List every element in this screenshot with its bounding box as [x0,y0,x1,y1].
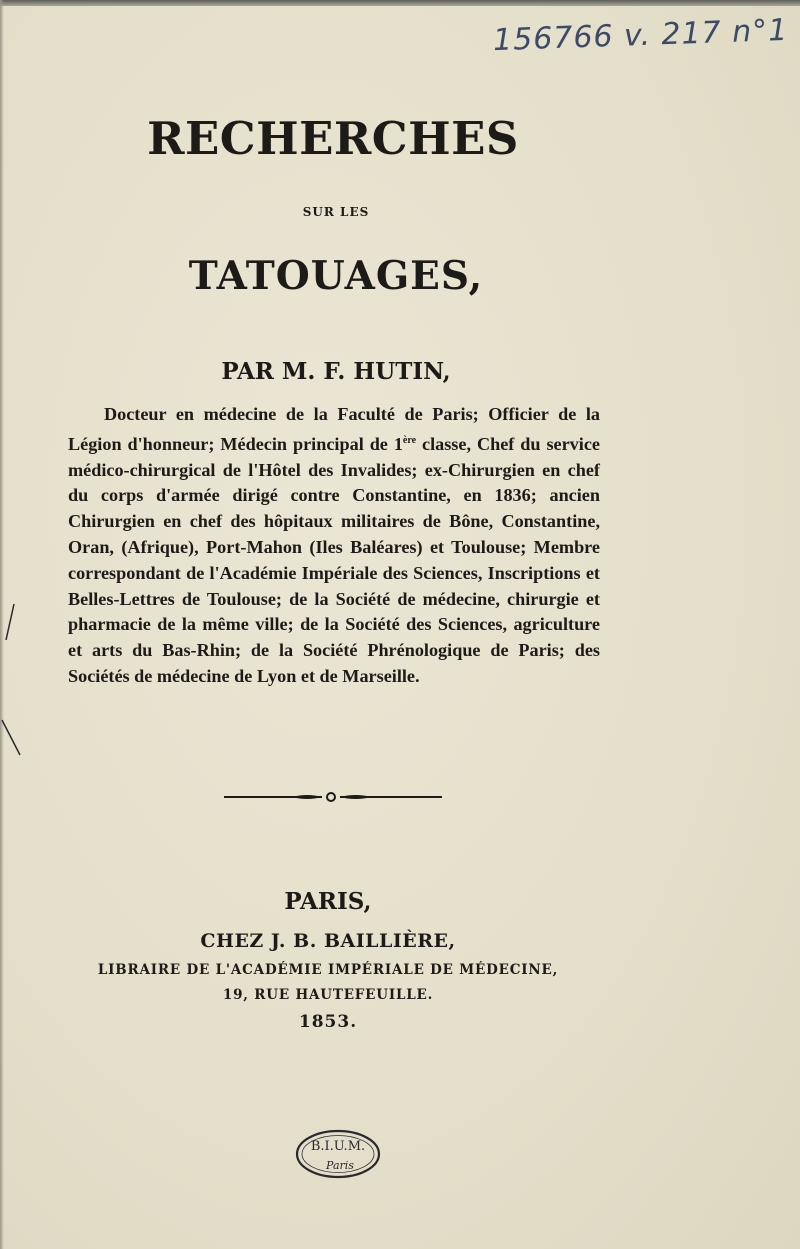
title-connector: SUR LES [302,205,370,219]
author-credentials [68,402,600,690]
shelfmark-annotation: 156766 v. 217 n°1 [492,12,789,59]
page-top-edge [0,0,800,6]
credentials-text-end: classe, Chef du service médico-chirurgical de l'Hôtel des Invalides; ex-Chirurgien en chef du corps d'armée dirigé contre Constantine, en 1836; ancien Chirurgien en chef des hôpitaux militaires de Bône, Constantine, Oran, (Afrique), Port-Mahon (Iles Baléares) et Toulouse; Membre correspondant de l'Académie Impériale des Sciences, Inscriptions et Belles-Lettres de Toulouse; de la Société de médecine, chirurgie et pharmacie de la même ville; de la Société des Sciences, agriculture et arts du Bas-Rhin; de la Société Phrénologique de Paris; des Sociétés de médecine de Lyon et de Marseille. [68,433,600,687]
library-stamp [294,1128,382,1180]
document-title: RECHERCHES [147,112,519,165]
publisher-city: PARIS, [284,888,372,915]
publisher-description: LIBRAIRE DE L'ACADÉMIE IMPÉRIALE DE MÉDECINE, [97,962,559,978]
credentials-ordinal: ère [402,434,417,446]
credentials-text-start: Docteur en médecine de la Faculté de Paris; Officier de la Légion d'honneur; Médecin principal de 1 [68,404,600,454]
author-line: PAR M. F. HUTIN, [221,358,451,385]
publisher-name: CHEZ J. B. BAILLIÈRE, [200,930,456,952]
margin-mark-upper [0,600,26,680]
stamp-top-text: B.I.U.M. [310,1139,366,1154]
publisher-address: 19, RUE HAUTEFEUILLE. [222,987,434,1003]
stamp-bottom-text: Paris [326,1159,354,1172]
document-subtitle: TATOUAGES, [188,253,484,299]
margin-mark-lower [0,700,26,780]
ornamental-rule [222,788,444,806]
publication-year: 1853. [298,1012,358,1032]
